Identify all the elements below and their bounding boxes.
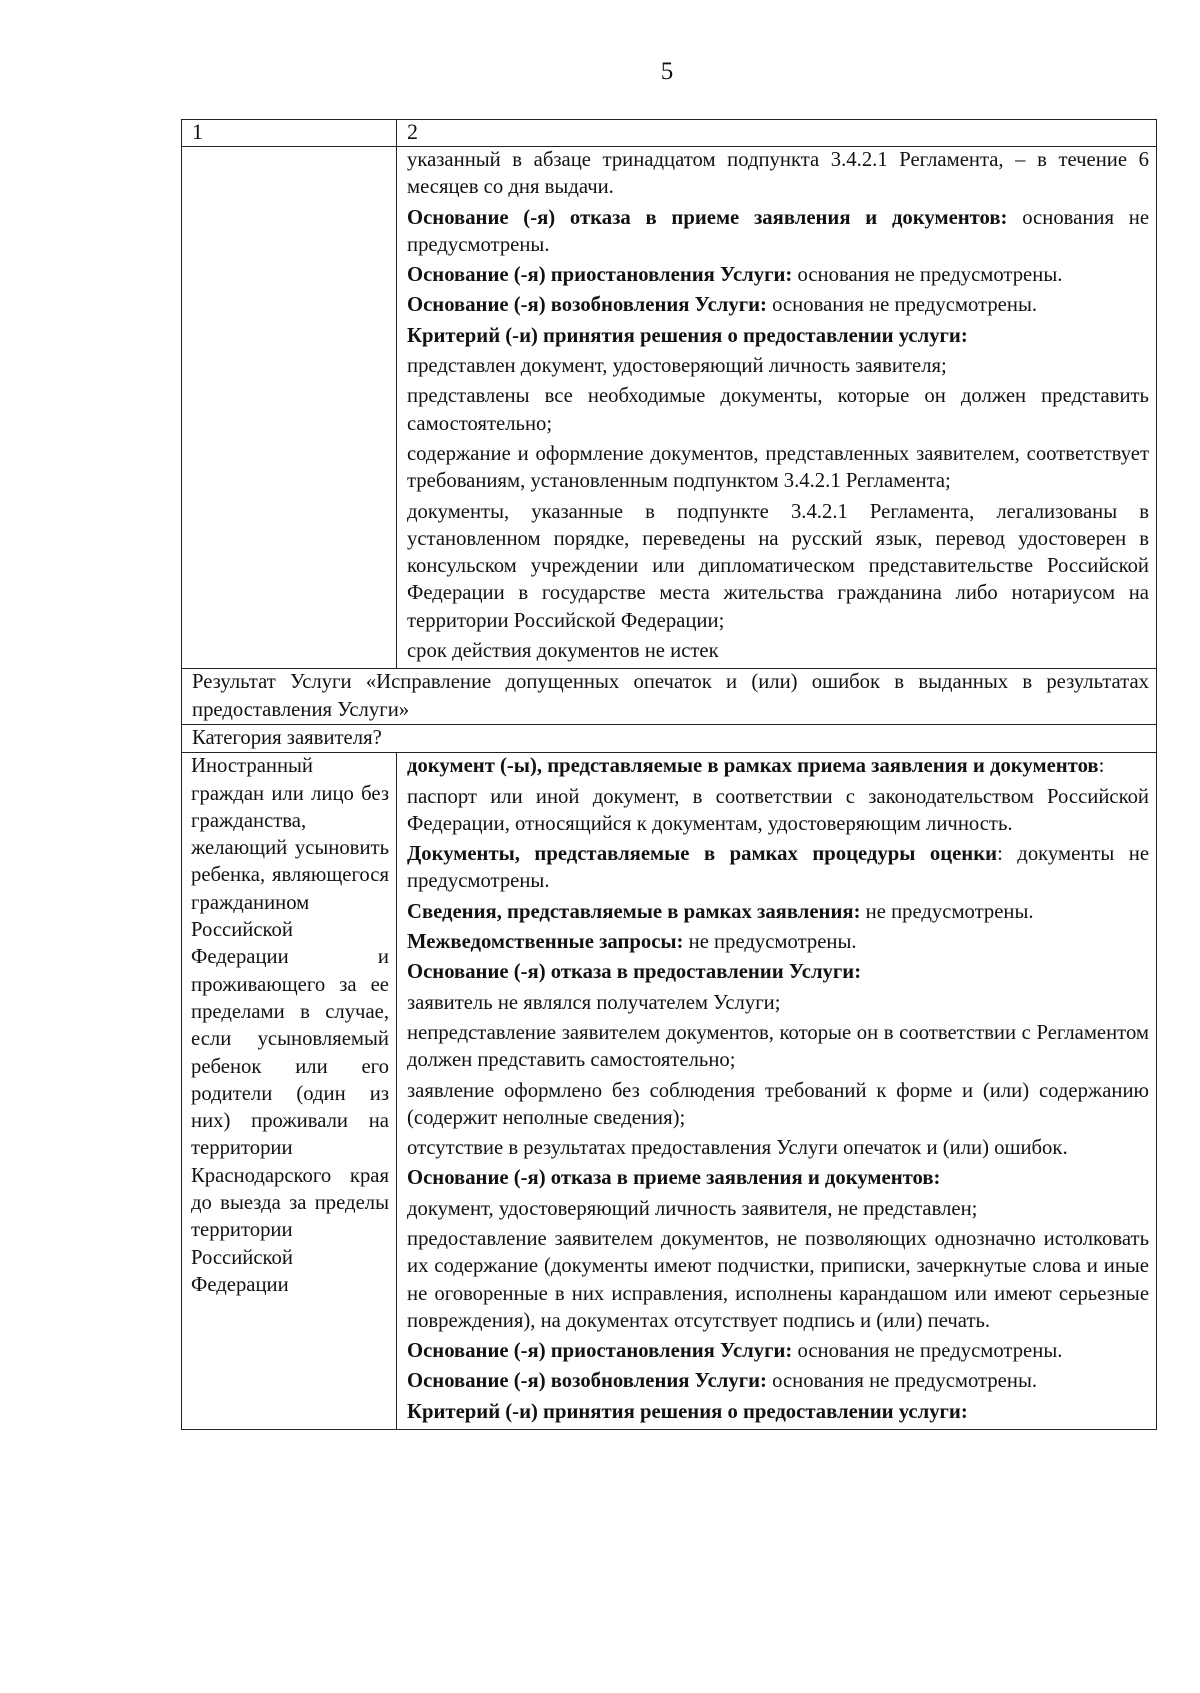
paragraph-text: представлен документ, удостоверяющий личность заявителя; [407, 355, 947, 378]
paragraph-text: : документы не предусмотрены. [407, 843, 1150, 893]
paragraph [407, 899, 1149, 926]
page-number: 5 [660, 58, 674, 85]
paragraph-text: : [1098, 755, 1105, 778]
paragraph [407, 753, 1149, 780]
paragraph-text: документы, указанные в подпункте 3.4.2.1 Регламента, легализованы в установленном порядке, переведены на русский язык, перевод удостоверен в консульском учреждении или дипломатическом представительстве Российской Федерации в государстве места жительства гражданина либо нотариусом на территории Российской Федерации; [407, 500, 1149, 632]
table-row [182, 753, 1157, 1430]
paragraph-text: основания не предусмотрены. [766, 294, 1038, 317]
table-row [182, 669, 1157, 725]
bold-heading: Основание (-я) отказа в предоставлении Услуги: [407, 961, 862, 984]
paragraph [407, 383, 1149, 438]
bold-heading: Сведения, представляемые в рамках заявления: [407, 900, 861, 923]
paragraph [407, 784, 1149, 839]
paragraph [407, 205, 1149, 260]
paragraph [407, 1399, 1149, 1426]
paragraph [407, 323, 1149, 350]
category-row: Категория заявителя? [182, 724, 1157, 752]
paragraph-text: основания не предусмотрены. [792, 1340, 1063, 1363]
paragraph [407, 929, 1149, 956]
bold-heading: Основание (-я) отказа в приеме заявления и документов: [407, 206, 1008, 229]
paragraph [407, 1135, 1149, 1162]
bold-heading: Документы, представляемые в рамках процедуры оценки [407, 843, 998, 866]
paragraph [407, 147, 1149, 202]
paragraph [407, 1368, 1149, 1395]
paragraph [407, 499, 1149, 635]
paragraph [407, 959, 1149, 986]
table-header-row [182, 120, 1157, 147]
paragraph [407, 1078, 1149, 1133]
paragraph-text: предоставление заявителем документов, не позволяющих однозначно истолковать их содержание (документы имеют подчистки, приписки, зачеркнутые слова и иные не оговоренные в них исправления, исполнены карандашом или имеют серьезные повреждения), на документах отсутствует подпись и (или) печать. [407, 1227, 1149, 1332]
paragraph-text: документ, удостоверяющий личность заявителя, не представлен; [407, 1197, 978, 1220]
paragraph [407, 638, 1149, 665]
paragraph-text: непредставление заявителем документов, которые он в соответствии с Регламентом должен представить самостоятельно; [407, 1021, 1149, 1072]
applicant-cell: Иностранный граждан или лицо без гражданства, желающий усыновить ребенка, являющегося гражданином Российской Федерации и проживающего за ее пределами в случае, если усыновляемый ребенок или его родители (один из них) проживали на территории Краснодарского края до выезда за пределы территории Российской Федерации [182, 753, 397, 1430]
result-row: Результат Услуги «Исправление допущенных опечаток и (или) ошибок в выданных в результатах предоставления Услуги» [182, 669, 1157, 725]
paragraph-text: не предусмотрены. [683, 931, 857, 954]
bold-heading: Критерий (-и) принятия решения о предоставлении услуги: [407, 324, 968, 347]
paragraph [407, 353, 1149, 380]
bold-heading: Основание (-я) возобновления Услуги: [407, 1370, 767, 1393]
criteria-cell [397, 147, 1157, 669]
bold-heading: Основание (-я) возобновления Услуги: [407, 294, 767, 317]
paragraph [407, 1338, 1149, 1365]
documents-cell [397, 753, 1157, 1430]
header-cell-2: 2 [397, 120, 1157, 147]
bold-heading: документ (-ы), представляемые в рамках приема заявления и документов [407, 755, 1099, 778]
paragraph [407, 990, 1149, 1017]
paragraph [407, 1020, 1149, 1075]
paragraph [407, 1165, 1149, 1192]
paragraph [407, 1196, 1149, 1223]
paragraph-text: представлены все необходимые документы, которые он должен представить самостоятельно; [407, 385, 1149, 435]
paragraph-text: срок действия документов не истек [407, 640, 719, 663]
paragraph [407, 292, 1149, 319]
paragraph [407, 1226, 1149, 1335]
table-row [182, 147, 1157, 669]
paragraph-text: основания не предусмотрены. [766, 1370, 1038, 1393]
bold-heading: Основание (-я) приостановления Услуги: [407, 1340, 793, 1363]
paragraph [407, 441, 1149, 496]
paragraph-text: не предусмотрены. [860, 900, 1034, 923]
paragraph-text: паспорт или иной документ, в соответствии с законодательством Российской Федерации, относящийся к документам, удостоверяющим личность. [407, 785, 1149, 835]
bold-heading: Основание (-я) отказа в приеме заявления и документов: [407, 1167, 941, 1190]
paragraph [407, 841, 1149, 896]
paragraph-text: указанный в абзаце тринадцатом подпункта 3.4.2.1 Регламента, – в течение 6 месяцев со дня выдачи. [407, 149, 1149, 199]
paragraph-text: заявление оформлено без соблюдения требований к форме и (или) содержанию (содержит неполные сведения); [407, 1079, 1149, 1129]
paragraph-text: основания не предусмотрены. [407, 206, 1149, 256]
paragraph [407, 262, 1149, 289]
paragraph-text: отсутствие в результатах предоставления Услуги опечаток и (или) ошибок. [407, 1137, 1068, 1160]
paragraph-text: содержание и оформление документов, представленных заявителем, соответствует требованиям, установленным подпунктом 3.4.2.1 Регламента; [407, 442, 1149, 493]
paragraph-text: заявитель не являлся получателем Услуги; [407, 991, 781, 1014]
bold-heading: Межведомственные запросы: [407, 931, 684, 954]
bold-heading: Основание (-я) приостановления Услуги: [407, 264, 793, 287]
table-row [182, 724, 1157, 752]
bold-heading: Критерий (-и) принятия решения о предоставлении услуги: [407, 1400, 968, 1423]
empty-cell [182, 147, 397, 669]
header-cell-1: 1 [182, 120, 397, 147]
paragraph-text: основания не предусмотрены. [792, 264, 1063, 287]
regulation-table [181, 119, 1157, 1430]
